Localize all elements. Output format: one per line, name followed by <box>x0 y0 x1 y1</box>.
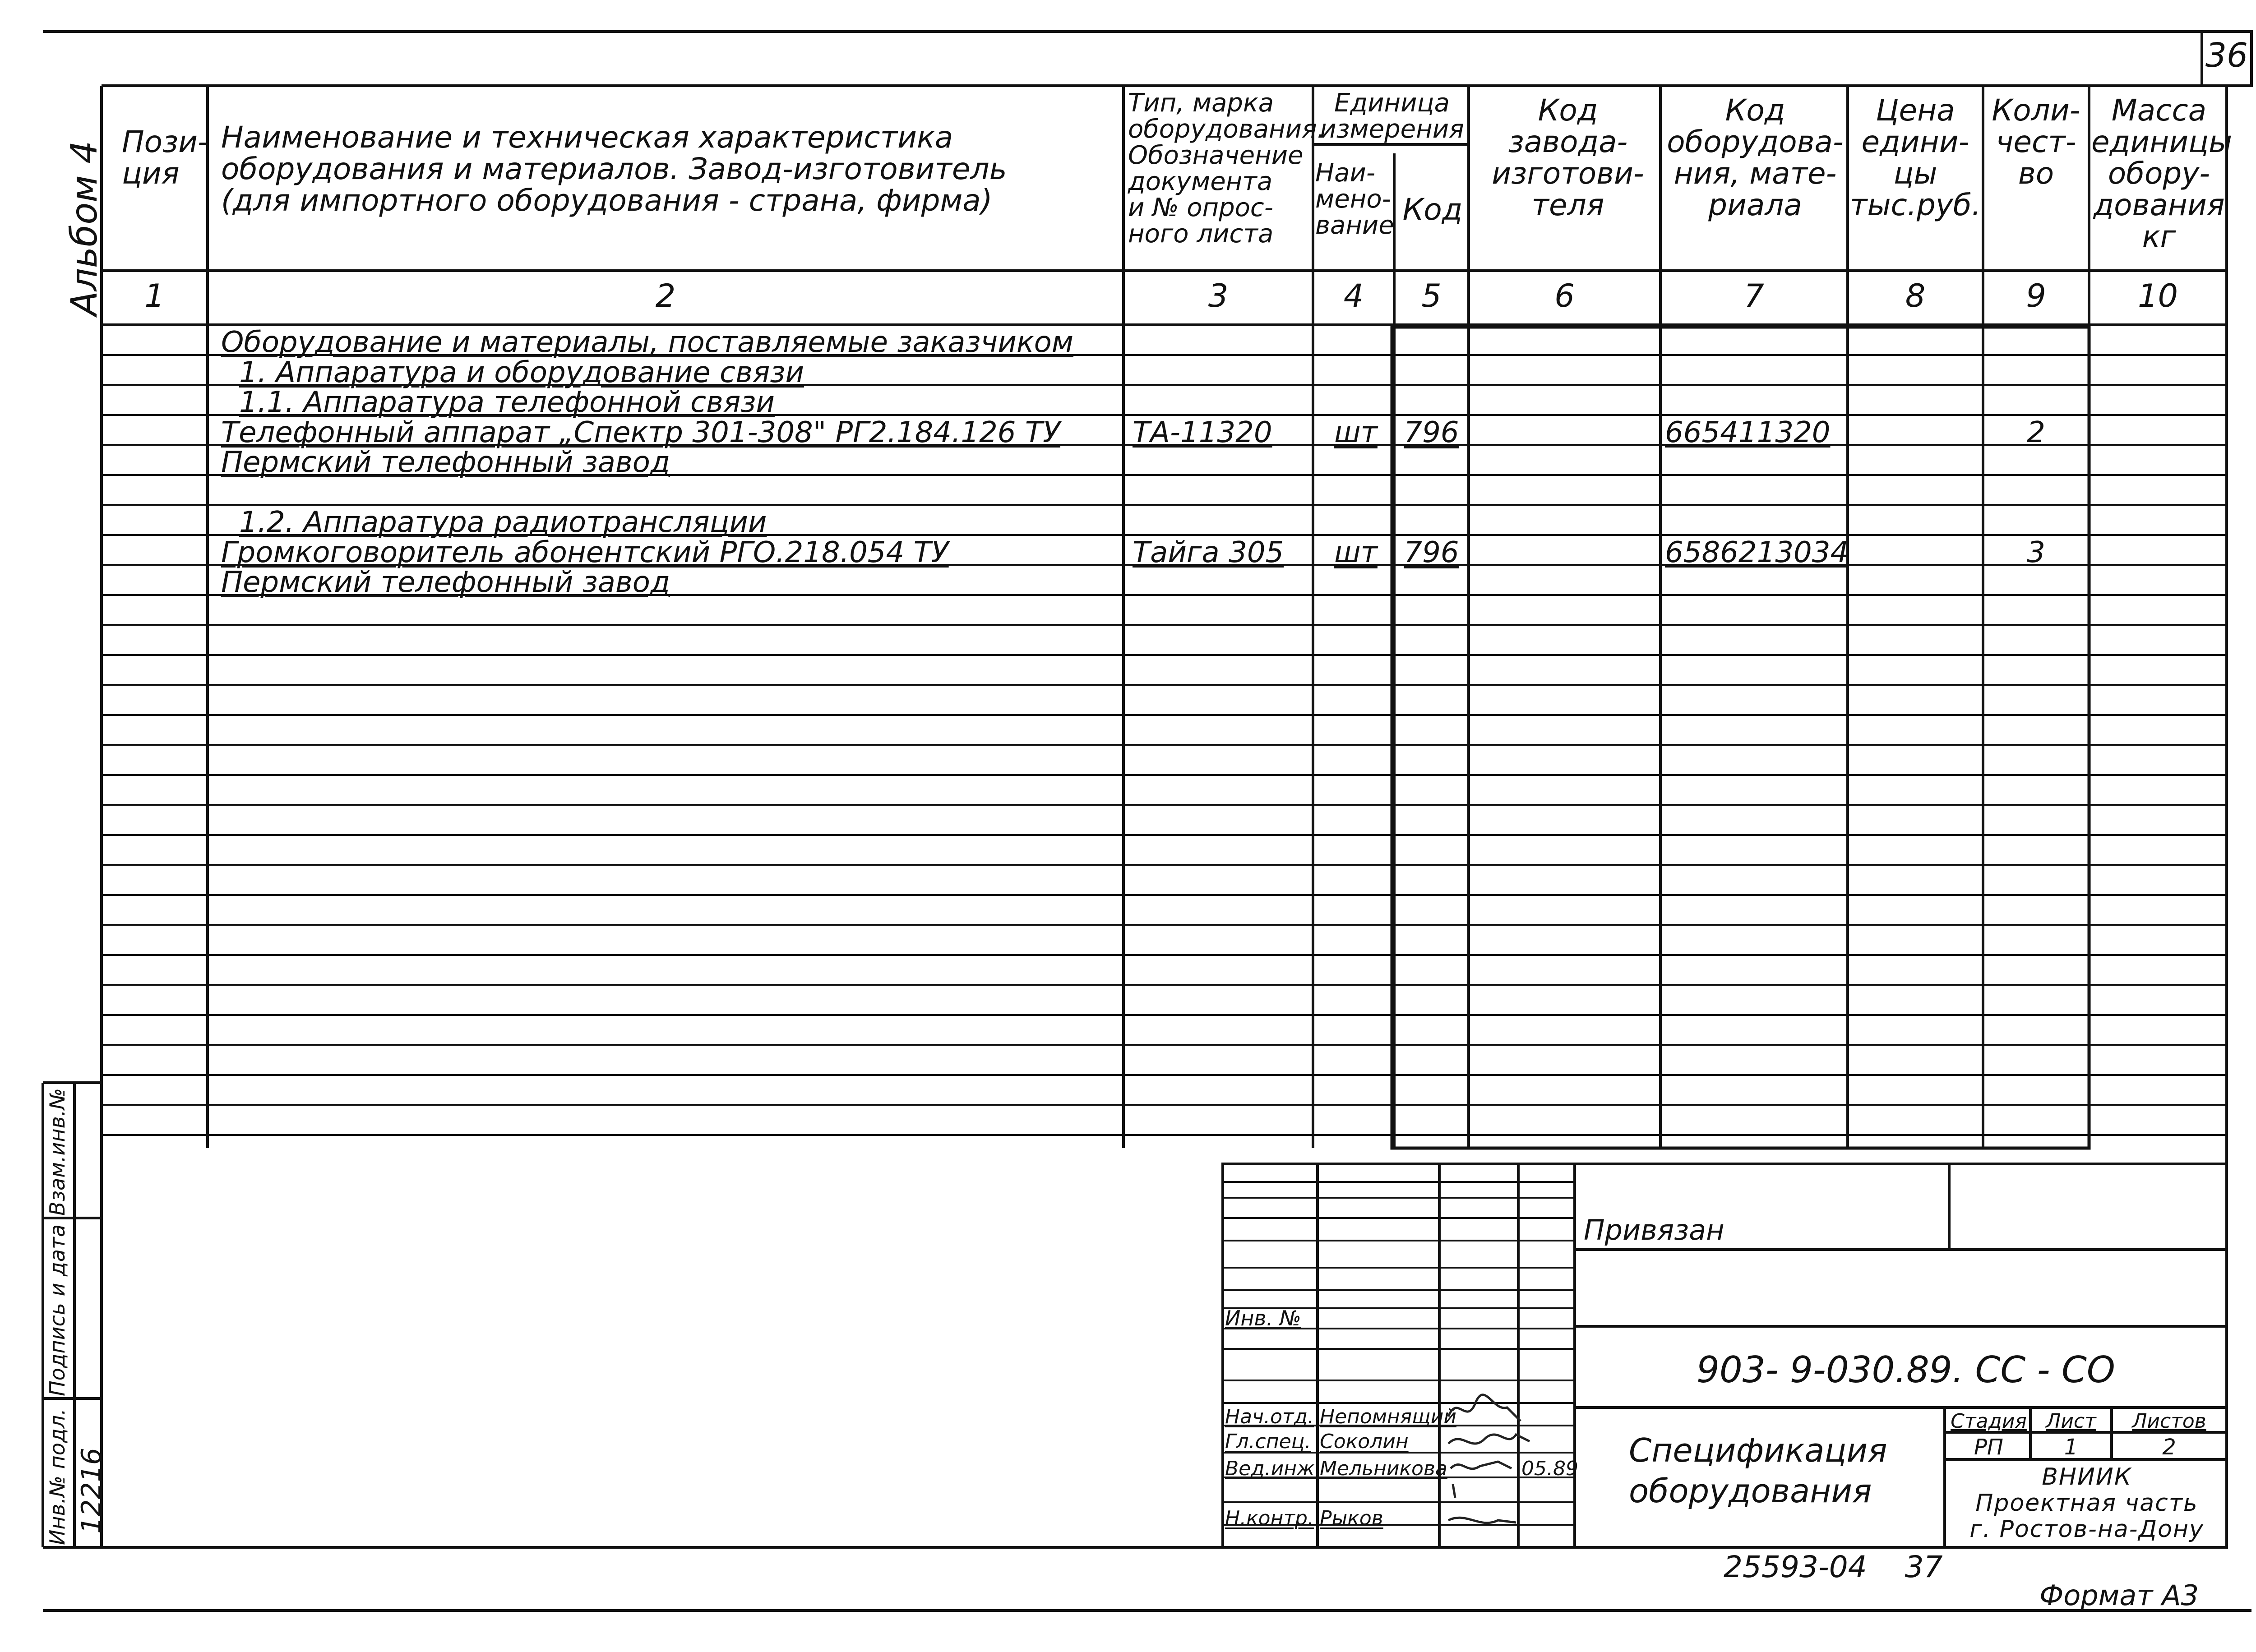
row-2-name: 1. Аппаратура и оборудование связи <box>239 356 804 389</box>
staff-role-2: Гл.спец. <box>1225 1430 1311 1453</box>
side-vzam-label: Взам.инв.№ <box>45 1088 69 1216</box>
col-num-1: 1 <box>144 277 165 314</box>
organization: ВНИИК Проектная часть г. Ростов-на-Дону <box>1969 1463 2204 1543</box>
row-4-type: ТА-11320 <box>1133 416 1272 449</box>
col-num-10: 10 <box>2137 277 2178 314</box>
col-header-position: Пози- ция <box>122 125 208 191</box>
col-header-type: Тип, марка оборудования. Обозначение документа и № опрос- ного листа <box>1128 88 1325 249</box>
row-8-type: Тайга 305 <box>1133 536 1284 569</box>
side-inv-value: 12216 <box>76 1448 107 1534</box>
document-code: 903- 9-030.89. СС - СО <box>1697 1349 2115 1391</box>
sheet-label: Лист <box>2046 1410 2096 1433</box>
col-num-6: 6 <box>1554 277 1575 314</box>
col-header-quantity: Коли- чест- во <box>1992 93 2080 191</box>
sheet-value: 1 <box>2064 1435 2078 1460</box>
side-podpis-label: Подпись и дата <box>45 1224 69 1396</box>
row-4-code: 796 <box>1404 416 1459 449</box>
row-8-code: 796 <box>1404 536 1459 569</box>
staff-name-2: Соколин <box>1320 1430 1409 1453</box>
row-4-name: Телефонный аппарат „Спектр 301-308" РГ2.184.126 ТУ <box>221 416 1060 449</box>
col-header-unit-code: Код <box>1402 192 1463 227</box>
row-8-name: Громкоговоритель абонентский РГО.218.054 ТУ <box>221 536 949 569</box>
sheet-number: 36 <box>2205 36 2248 75</box>
row-3-name: 1.1. Аппаратура телефонной связи <box>239 386 775 419</box>
document-title: Спецификация оборудования <box>1629 1431 1887 1510</box>
row-1-name: Оборудование и материалы, поставляемые заказчиком <box>221 326 1074 359</box>
row-4-qty: 2 <box>2027 416 2045 449</box>
col-num-8: 8 <box>1905 277 1926 314</box>
col-header-mass: Масса единицы обору- дования кг <box>2091 93 2233 254</box>
row-4-eqcode: 665411320 <box>1665 416 1831 449</box>
col-num-3: 3 <box>1208 277 1229 314</box>
col-num-2: 2 <box>655 277 676 314</box>
linked-label: Привязан <box>1584 1214 1724 1246</box>
side-inv-podl-label: Инв.№ подл. <box>45 1408 69 1545</box>
staff-date-3: 05.89 <box>1521 1457 1578 1480</box>
inv-number-label: Инв. № <box>1225 1306 1301 1330</box>
row-8-eqcode: 6586213034 <box>1665 536 1849 569</box>
row-8-unit: шт <box>1334 536 1378 569</box>
sheets-value: 2 <box>2162 1435 2176 1460</box>
col-header-name: Наименование и техническая характеристика оборудования и материалов. Завод-изготовитель (для импортного оборудования - страна, фирма) <box>221 120 1007 218</box>
staff-name-1: Непомнящий <box>1320 1405 1456 1428</box>
signature-scribbles <box>1439 1385 1575 1547</box>
col-header-price: Цена едини- цы тыс.руб. <box>1850 93 1981 222</box>
row-5-name: Пермский телефонный завод <box>221 446 670 479</box>
stage-label: Стадия <box>1951 1410 2027 1433</box>
staff-role-1: Нач.отд. <box>1225 1405 1314 1428</box>
col-header-factory-code: Код завода- изготови- теля <box>1492 93 1644 222</box>
col-num-5: 5 <box>1421 277 1442 314</box>
col-num-4: 4 <box>1343 277 1364 314</box>
col-header-unit-name: Наи- мено- вание <box>1315 158 1394 240</box>
staff-name-3: Мельникова <box>1320 1457 1447 1480</box>
staff-name-4: Рыков <box>1320 1507 1383 1530</box>
album-label: Альбом 4 <box>63 141 105 316</box>
col-num-9: 9 <box>2026 277 2046 314</box>
row-9-name: Пермский телефонный завод <box>221 566 670 599</box>
staff-role-4: Н.контр. <box>1225 1507 1314 1530</box>
row-8-qty: 3 <box>2027 536 2045 569</box>
col-header-equipment-code: Код оборудова- ния, мате- риала <box>1667 93 1844 222</box>
col-num-7: 7 <box>1744 277 1764 314</box>
sheets-label: Листов <box>2132 1410 2206 1433</box>
col-header-unit: Единица измерения <box>1320 88 1464 144</box>
stage-value: РП <box>1974 1435 2004 1460</box>
format-label: Формат А3 <box>2039 1579 2199 1612</box>
row-7-name: 1.2. Аппаратура радиотрансляции <box>239 506 767 539</box>
staff-role-3: Вед.инж. <box>1225 1457 1321 1480</box>
archive-number: 25593-04 37 <box>1724 1550 1943 1584</box>
row-4-unit: шт <box>1334 416 1378 449</box>
